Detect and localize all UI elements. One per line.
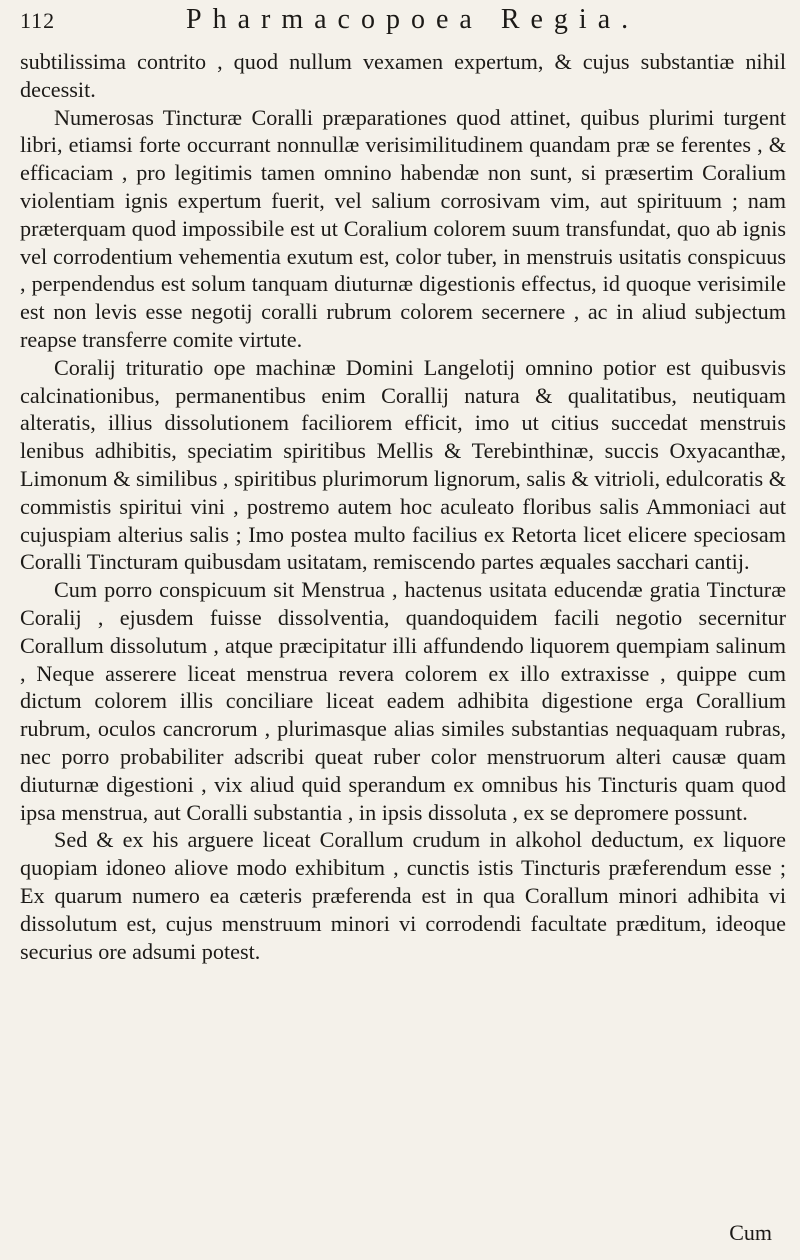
paragraph-tinctures: Numerosas Tincturæ Coralli præparationes quod attinet, quibus plurimi turgent libri, etiamsi forte occurrant nonnullæ verisimilitudinem quandam præ se ferentes , & efficaciam , pro legitimis tamen omnino habendæ non sunt, si præsertim Coralium violentiam ignis expertum fuerit, vel salium corrosivam vim, aut spirituum ; nam præterquam quod impossibile est ut Coralium colorem suum transfundat, quo ab ignis vel corrodentium vehementia exutum est, color tuber, in menstruis usitatis conspicuus , perpendendus est solum tanquam diuturnæ digestionis effectus, id quoque verisimile est non levis esse negotij coralli rubrum colorem secernere , ac in aliud subjectum reapse transferre comite virtute. (20, 104, 786, 352)
paragraph-trituration: Coralij trituratio ope machinæ Domini Langelotij omnino potior est quibusvis calcinationibus, permanentibus enim Corallij natura & qualitatibus, neutiquam alteratis, illius dissolutionem faciliorem efficit, imo ut citius succedat menstruis lenibus adhibitis, speciatim spiritibus Mellis & Terebinthinæ, succis Oxyacanthæ, Limonum & similibus , spiritibus plurimorum lignorum, salis & vitrioli, edulcoratis & commistis spiritui vini , postremo autem hoc aculeato floribus salis Ammoniaci aut cujuspiam alterius salis ; Imo postea multo facilius ex Retorta licet elicere speciosam Coralli Tincturam quibusdam usitatam, remiscendo partes æquales sacchari cantij. (20, 354, 786, 575)
catchword: Cum (729, 1220, 772, 1245)
page-header (20, 4, 782, 44)
body-text (20, 48, 786, 965)
page-number: 112 (20, 8, 56, 33)
paragraph-menstrua: Cum porro conspicuum sit Menstrua , hactenus usitata educendæ gratia Tincturæ Coralij , ejusdem fuisse dissolventia, quandoquidem facili negotio secernitur Corallum dissolutum , atque præcipitatur illi affundendo liquorem quempiam salinum , Neque asserere liceat menstrua revera colorem ex illo extraxisse , quippe cum dictum colorem illis conciliare liceat eadem adhibita digestione erga Corallium rubrum, oculos cancrorum , plurimasque alias similes substantias nequaquam rubras, nec porro probabiliter adscribi queat ruber color menstruorum alteri causæ quam diuturnæ digestioni , vix aliud quid sperandum ex omnibus his Tincturis quam quod ipsa menstrua, aut Coralli substantia , in ipsis dissoluta , ex se depromere possunt. (20, 577, 786, 825)
running-title: Pharmacopoea Regia. (186, 4, 640, 35)
paragraph-continuation: subtilissima contrito , quod nullum vexamen expertum, & cujus substantiæ nihil decessit. (20, 49, 786, 102)
paragraph-conclusion: Sed & ex his arguere liceat Corallum crudum in alkohol deductum, ex liquore quopiam idoneo aliove modo exhibitum , cunctis istis Tincturis præferendum esse ; Ex quarum numero ea cæteris præferenda est in qua Corallum minori adhibita vi dissolutum est, cujus menstruum minori vi corrodendi facultate præditum, ideoque securius ore adsumi potest. (20, 827, 786, 964)
